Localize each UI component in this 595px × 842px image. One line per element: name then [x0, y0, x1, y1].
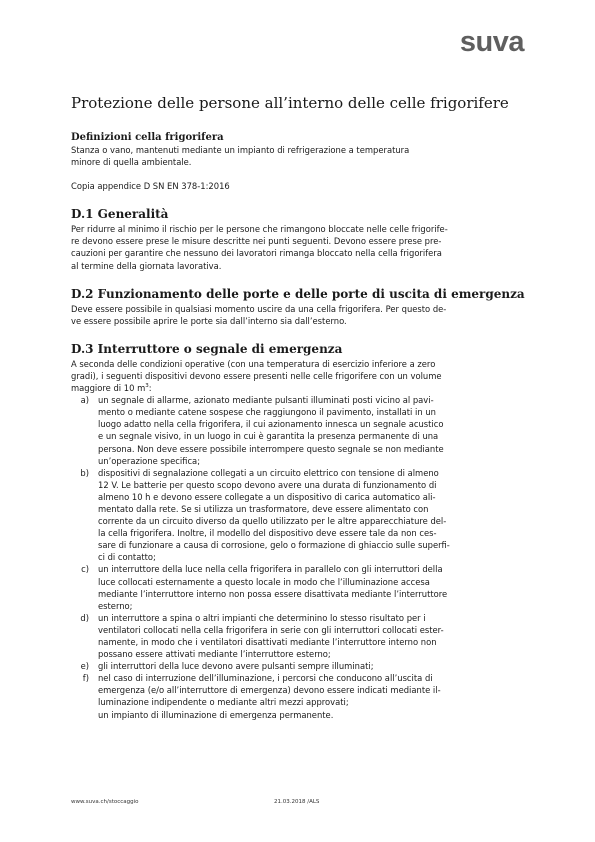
- text-line: al termine della giornata lavorativa.: [71, 260, 222, 271]
- text-line: cauzioni per garantire che nessuno dei lavoratori rimanga bloccato nella cella frigorifera: [71, 248, 442, 259]
- text-line: corrente da un circuito diverso da quello utilizzato per le altre apparecchiature del-: [98, 516, 447, 527]
- section-heading-d2: D.2 Funzionamento delle porte e delle porte di uscita di emergenza: [71, 286, 525, 301]
- section-d1-text: [71, 223, 531, 271]
- section-heading-d1: D.1 Generalità: [71, 207, 169, 222]
- page-title: Protezione delle persone all’interno delle celle frigorifere: [71, 94, 509, 112]
- source-reference: Copia appendice D SN EN 378-1:2016: [71, 181, 230, 192]
- text-line: un interruttore della luce nella cella frigorifera in parallelo con gli interruttori della: [98, 564, 443, 575]
- text-line: namente, in modo che i ventilatori disattivati mediante l’interruttore interno non: [98, 637, 437, 647]
- definition-heading: Definizioni cella frigorifera: [71, 132, 224, 143]
- text-line: esterno;: [98, 600, 133, 611]
- list-item-marker-text: b): [80, 467, 89, 478]
- text-line: possano essere attivati mediante l’interruttore esterno;: [98, 649, 331, 660]
- footer-url: www.suva.ch/stoccaggio: [71, 799, 139, 805]
- text-line: almeno 10 h e devono essere collegate a un dispositivo di carica automatico ali-: [98, 491, 436, 502]
- definition-line: minore di quella ambientale.: [71, 157, 192, 168]
- text-line: un interruttore a spina o altri impianti che determinino lo stesso risultato per i: [98, 612, 426, 623]
- list-item: [71, 563, 531, 611]
- text-line: e un segnale visivo, in un luogo in cui è garantita la presenza permanente di una: [98, 431, 439, 442]
- text-line: ci di contatto;: [98, 552, 156, 563]
- section-heading-d3: D.3 Interruttore o segnale di emergenza: [71, 341, 343, 356]
- list-item-marker-text: f): [82, 673, 89, 684]
- text-line: A seconda delle condizioni operative (con una temperatura di esercizio inferiore a zero: [71, 358, 436, 369]
- text-line: nel caso di interruzione dell’illuminazione, i percorsi che conducono all’uscita di: [98, 673, 433, 684]
- list-item: [71, 672, 531, 708]
- list-item-marker-text: c): [81, 564, 89, 575]
- text-line: dispositivi di segnalazione collegati a un circuito elettrico con tensione di almeno: [98, 467, 439, 478]
- text-line: la cella frigorifera. Inoltre, il modello del dispositivo deve essere tale da non ces-: [98, 528, 437, 539]
- list-item-marker-text: d): [80, 612, 89, 623]
- text-line: persona. Non deve essere possibile interrompere questo segnale se non mediante: [98, 443, 444, 454]
- volume-text: maggiore di 10 m: [71, 383, 146, 394]
- text-line: luce collocati esternamente a questo locale in modo che l’illuminazione accesa: [98, 576, 430, 587]
- list-item: [71, 660, 531, 672]
- text-line: luminazione indipendente o mediante altri mezzi approvati;: [98, 697, 349, 708]
- text-line: mentato dalla rete. Se si utilizza un trasformatore, deve essere alimentato con: [98, 503, 429, 514]
- text-line: luogo adatto nella cella frigorifera, il cui azionamento innesca un segnale acustico: [98, 419, 444, 430]
- list-item-marker-text: e): [80, 661, 89, 672]
- superscript-3: 3: [145, 383, 149, 390]
- definition-line: Stanza o vano, mantenuti mediante un impianto di refrigerazione a temperatura: [71, 145, 410, 155]
- text-line: mento o mediante catene sospese che raggiungono il pavimento, installati in un: [98, 407, 436, 418]
- text-line: mediante l’interruttore interno non possa essere disattivata mediante l’interruttore: [98, 588, 448, 599]
- text-line: 12 V. Le batterie per questo scopo devono avere una durata di funzionamento di: [98, 479, 437, 490]
- text-line: emergenza (e/o all’interruttore di emergenza) devono essere indicati mediante il-: [98, 685, 441, 696]
- text-line: un’operazione specifica;: [98, 455, 201, 466]
- list-item: [71, 467, 531, 564]
- text-line: ventilatori collocati nella cella frigorifera in serie con gli interruttori collocati ester-: [98, 624, 444, 635]
- extra-line: un impianto di illuminazione di emergenza permanente.: [98, 709, 334, 720]
- footer-date: 21.03.2018 /ALS: [274, 799, 320, 805]
- list-item-marker-text: a): [80, 395, 89, 406]
- document-body: [71, 94, 531, 721]
- list-item: [71, 612, 531, 660]
- section-d2-text: [71, 303, 531, 327]
- suva-logo: suva: [459, 26, 524, 58]
- section-d3-intro: [71, 358, 531, 394]
- text-line-volume: [71, 382, 531, 394]
- text-line: gradi), i seguenti dispositivi devono essere presenti nelle celle frigorifere con un volume: [71, 370, 442, 381]
- device-list: [71, 394, 531, 708]
- text-line: gli interruttori della luce devono avere pulsanti sempre illuminati;: [98, 661, 374, 672]
- text-line: Deve essere possibile in qualsiasi momento uscire da una cella frigorifera. Per questo de-: [71, 303, 447, 314]
- text-line: ve essere possibile aprire le porte sia dall’interno sia dall’esterno.: [71, 315, 347, 326]
- text-line: sare di funzionare a causa di corrosione, gelo o formazione di ghiaccio sulle superfi-: [98, 540, 450, 551]
- list-item: [71, 394, 531, 467]
- text-line: re devono essere prese le misure descritte nei punti seguenti. Devono essere prese pre-: [71, 236, 442, 247]
- text-line: un segnale di allarme, azionato mediante pulsanti illuminati posti vicino al pavi-: [98, 395, 434, 406]
- text-line: Per ridurre al minimo il rischio per le persone che rimangono bloccate nelle celle frigorife-: [71, 224, 448, 235]
- colon: :: [148, 383, 152, 394]
